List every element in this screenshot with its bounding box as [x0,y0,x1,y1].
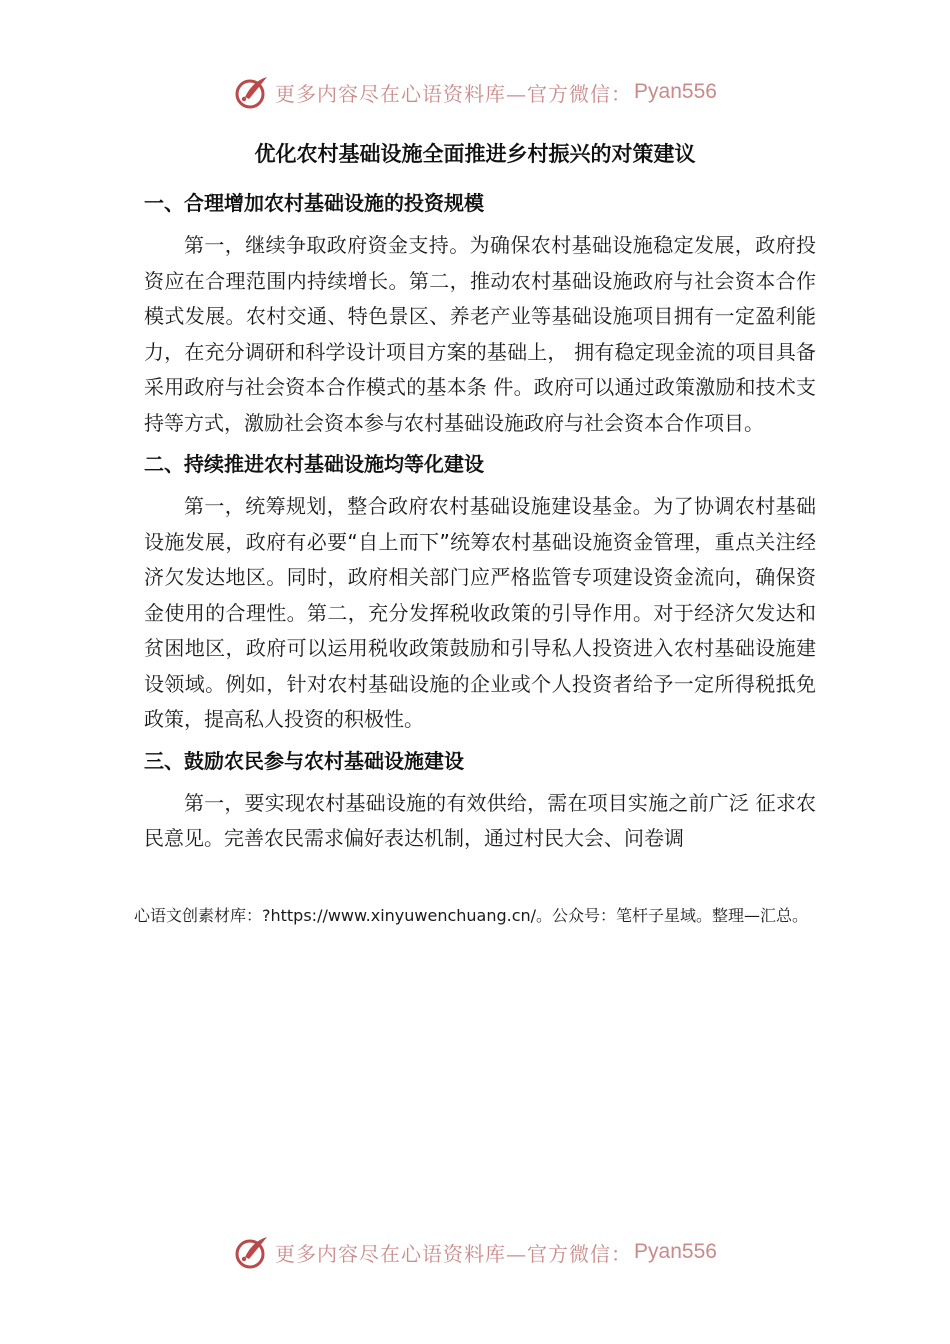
header-watermark-banner [0,70,950,114]
document-body [144,186,816,863]
banner-wechat-id: Pyan556 [634,80,717,103]
section-3 [144,744,816,857]
section-1 [144,186,816,441]
quill-logo-icon [233,1233,271,1271]
section-paragraph: 第一，继续争取政府资金支持。为确保农村基础设施稳定发展，政府投资应在合理范围内持续增长。第二，推动农村基础设施政府与社会资本合作模式发展。农村交通、特色景区、养老产业等基础设施项目拥有一定盈利能力，在充分调研和科学设计项目方案的基础上， 拥有稳定现金流的项目具备采用政府与社会资本合作模式的基本条 件。政府可以通过政策激励和技术支持等方式，激励社会资本参与农村基础设施政府与社会资本合作项目。 [144,233,816,435]
banner-wechat-id: Pyan556 [634,1240,717,1263]
section-2 [144,447,816,738]
section-paragraph: 第一，要实现农村基础设施的有效供给，需在项目实施之前广泛 征求农民意见。完善农民需求偏好表达机制，通过村民大会、问卷调 [144,790,816,850]
section-heading: 二、持续推进农村基础设施均等化建设 [144,452,484,476]
section-paragraph: 第一，统筹规划，整合政府农村基础设施建设基金。为了协调农村基础设施发展，政府有必要“自上而下”统筹农村基础设施资金管理，重点关注经济欠发达地区。同时，政府相关部门应严格监管专项建设资金流向，确保资金使用的合理性。第二，充分发挥税收政策的引导作用。对于经济欠发达和贫困地区，政府可以运用税收政策鼓励和引导私人投资进入农村基础设施建设领域。例如，针对农村基础设施的企业或个人投资者给予一定所得税抵免政策，提高私人投资的积极性。 [144,494,816,731]
banner-text: 更多内容尽在心语资料库—官方微信： [275,81,633,106]
footer-watermark-banner [0,1230,950,1274]
document-title: 优化农村基础设施全面推进乡村振兴的对策建议 [254,142,696,166]
source-footnote: 心语文创素材库：?https://www.xinyuwenchuang.cn/。公众号：笔杆子星域。整理—汇总。 [134,906,809,925]
banner-text: 更多内容尽在心语资料库—官方微信： [275,1241,633,1266]
quill-logo-icon [233,73,271,111]
section-heading: 三、鼓励农民参与农村基础设施建设 [144,748,464,773]
section-heading: 一、合理增加农村基础设施的投资规模 [144,191,484,215]
